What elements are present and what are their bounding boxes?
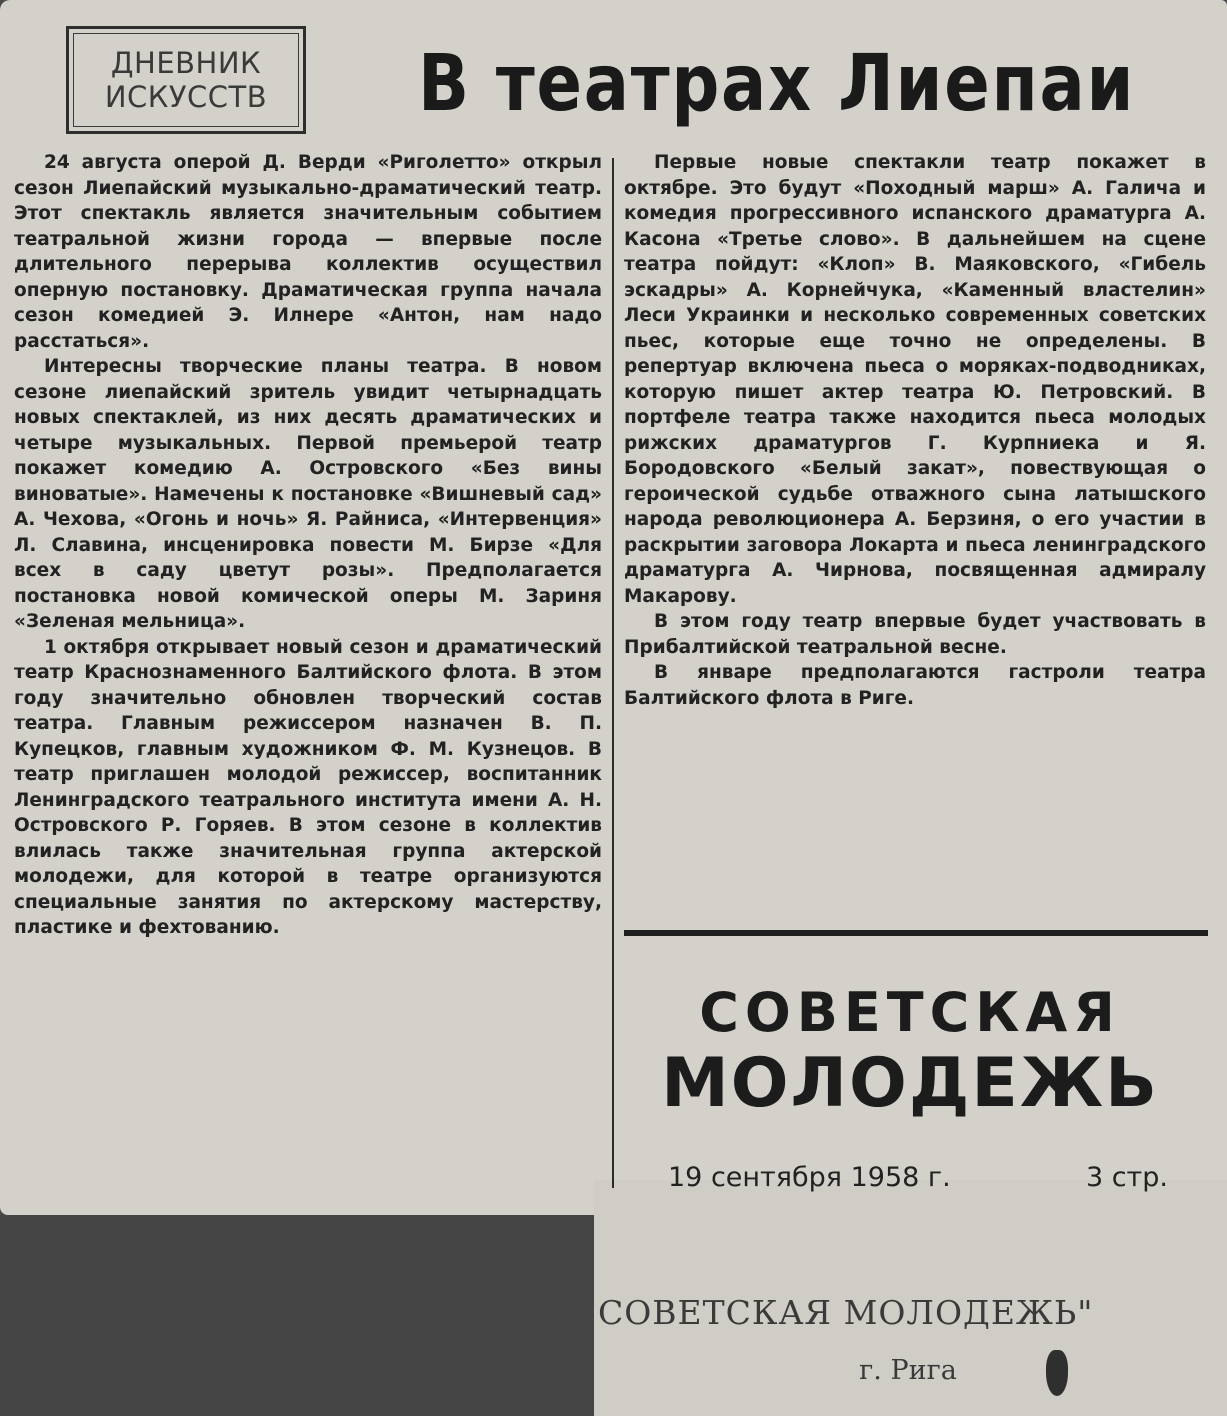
article-paragraph: Интересны творческие планы театра. В новом сезоне лиепайский зритель увидит четырнадцать новых спектаклей, из них десять драматических и четыре музыкальных. Первой премьерой театр покажет комедию А. Островского «Без вины виноватые». Намечены к постановке «Вишневый сад» А. Чехова, «Огонь и ночь» Я. Райниса, «Интервенция» Л. Славина, инсценировка повести М. Бирзе «Для всех в саду цветут розы». Предполагается постановка новой комической оперы М. Зариня «Зеленая мельница». <box>14 356 602 632</box>
article-column-left <box>14 150 602 941</box>
ink-mark <box>1046 1350 1068 1396</box>
article-paragraph: В январе предполагаются гастроли театра Балтийского флота в Риге. <box>624 662 1206 709</box>
newspaper-masthead <box>630 980 1190 1122</box>
article-paragraph: 1 октября открывает новый сезон и драматический театр Краснознаменного Балтийского флота. В этом году значительно обновлен творческий состав театра. Главным режиссером назначен В. П. Купецков, главным художником Ф. М. Кузнецов. В театр приглашен молодой режиссер, воспитанник Ленинградского театрального института имени А. Н. Островского Р. Горяев. В этом сезоне в коллектив влилась также значительная группа актерской молодежи, для которой в театре организуются специальные занятия по актерскому мастерству, пластике и фехтованию. <box>14 636 602 938</box>
rubric-line-2: ИСКУССТВ <box>104 80 268 114</box>
stamp-line-2: г. Рига <box>859 1355 957 1386</box>
background-dark-area <box>0 1215 594 1416</box>
article-column-right <box>624 150 1206 711</box>
page-number: 3 стр. <box>1085 1162 1168 1193</box>
article-paragraph: В этом году театр впервые будет участвовать в Прибалтийской театральной весне. <box>624 611 1206 658</box>
article-paragraph: 24 августа оперой Д. Верди «Риголетто» открыл сезон Лиепайский музыкально-драматический театр. Этот спектакль является значительным событием театральной жизни города — впервые после длительного перерыва коллектив осуществил оперную постановку. Драматическая группа начала сезон комедией Э. Илнере «Антон, нам надо расстаться». <box>14 152 602 352</box>
rubric-line-1: ДНЕВНИК <box>110 46 262 80</box>
masthead-line-2: МОЛОДЕЖЬ <box>661 1044 1159 1123</box>
masthead-line-1: СОВЕТСКАЯ <box>699 981 1121 1044</box>
stamp-line-1: СОВЕТСКАЯ МОЛОДЕЖЬ" <box>598 1293 1094 1332</box>
issue-date: 19 сентября 1958 г. <box>668 1162 951 1193</box>
library-stamp <box>598 1290 1218 1396</box>
article-paragraph: Первые новые спектакли театр покажет в октябре. Это будут «Походный марш» А. Галича и комедия прогрессивного испанского драматурга А. Касона «Третье слово». В дальнейшем на сцене театра пойдут: «Клоп» В. Маяковского, «Гибель эскадры» А. Корнейчука, «Каменный властелин» Леси Украинки и несколько современных советских пьес, которые еще точно не определены. В репертуар включена пьеса о моряках-подводниках, которую пишет актер театра Ю. Петровский. В портфеле театра также находится пьеса молодых рижских драматургов Г. Курпниека и Я. Бородовского «Белый закат», повествующая о героической судьбе отважного сына латышского народа революционера А. Берзиня, о его участии в раскрытии заговора Локарта и пьеса ленинградского драматурга А. Чирнова, посвященная адмиралу Макарову. <box>624 152 1206 607</box>
dateline <box>668 1158 1168 1198</box>
section-divider <box>624 930 1208 936</box>
article-headline: В театрах Лиепаи <box>418 39 1136 129</box>
column-divider <box>612 158 614 1188</box>
rubric-box <box>66 26 306 134</box>
